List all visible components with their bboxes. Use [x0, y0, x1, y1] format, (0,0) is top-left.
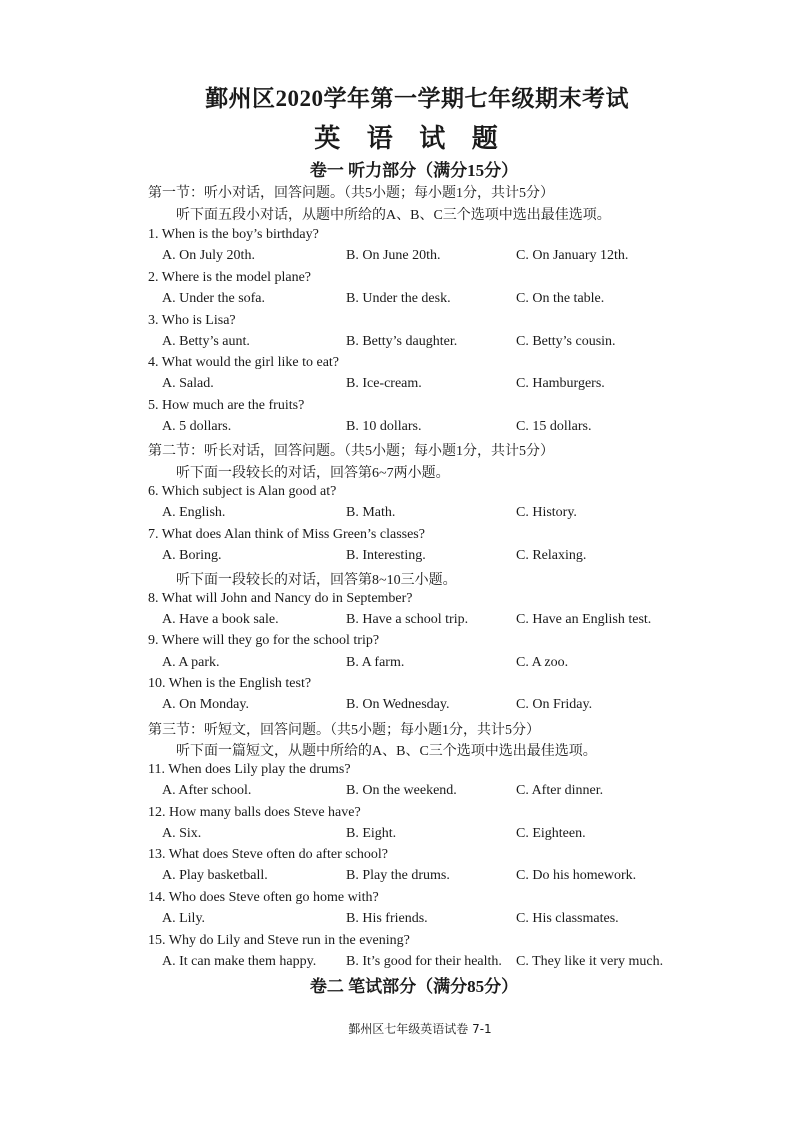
q14-option-c: C. His classmates. [516, 911, 619, 926]
question-8: 8. What will John and Nancy do in September? [148, 591, 413, 606]
q10-option-b: B. On Wednesday. [346, 697, 450, 712]
q8-option-a: A. Have a book sale. [162, 612, 279, 627]
q13-option-c: C. Do his homework. [516, 868, 637, 883]
q7-option-a: A. Boring. [162, 548, 222, 563]
q13-option-b: B. Play the drums. [346, 868, 450, 883]
question-6: 6. Which subject is Alan good at? [148, 484, 337, 499]
part1-title: 卷一 听力部分（满分15分） [309, 161, 519, 180]
question-2: 2. Where is the model plane? [148, 270, 312, 285]
q7-option-c: C. Relaxing. [516, 548, 587, 563]
q9-option-a: A. A park. [162, 655, 220, 670]
q9-option-c: C. A zoo. [516, 655, 569, 670]
q1-option-c: C. On January 12th. [516, 248, 629, 263]
section1-instruction: 听下面五段小对话，从题中所给的A、B、C三个选项中选出最佳选项。 [176, 208, 611, 223]
q3-option-c: C. Betty’s cousin. [516, 334, 616, 349]
q4-option-a: A. Salad. [162, 376, 214, 391]
q9-option-b: B. A farm. [346, 655, 405, 670]
section3-heading: 第三节：听短文，回答问题。（共5小题；每小题1分，共计5分） [148, 723, 540, 738]
q5-option-b: B. 10 dollars. [346, 419, 422, 434]
q14-option-a: A. Lily. [162, 911, 206, 926]
part2-title: 卷二 笔试部分（满分85分） [309, 977, 519, 996]
q4-option-c: C. Hamburgers. [516, 376, 605, 391]
q12-option-b: B. Eight. [346, 826, 397, 841]
q14-option-b: B. His friends. [346, 911, 428, 926]
section2-heading: 第二节：听长对话，回答问题。（共5小题；每小题1分，共计5分） [148, 444, 554, 459]
q1-option-b: B. On June 20th. [346, 248, 441, 263]
q10-option-c: C. On Friday. [516, 697, 593, 712]
q6-option-c: C. History. [516, 505, 577, 520]
q7-option-b: B. Interesting. [346, 548, 426, 563]
q6-option-b: B. Math. [346, 505, 396, 520]
q15-option-c: C. They like it very much. [516, 954, 664, 969]
question-9: 9. Where will they go for the school trip? [148, 633, 380, 648]
question-4: 4. What would the girl like to eat? [148, 355, 340, 370]
q5-option-a: A. 5 dollars. [162, 419, 232, 434]
question-5: 5. How much are the fruits? [148, 398, 305, 413]
exam-title: 鄞州区2020学年第一学期七年级期末考试 [205, 86, 629, 111]
question-10: 10. When is the English test? [148, 676, 312, 691]
question-7: 7. What does Alan think of Miss Green’s classes? [148, 527, 425, 542]
section3-instruction: 听下面一篇短文，从题中所给的A、B、C三个选项中选出最佳选项。 [176, 744, 597, 759]
question-13: 13. What does Steve often do after school? [148, 847, 389, 862]
q6-option-a: A. English. [162, 505, 226, 520]
q10-option-a: A. On Monday. [162, 697, 249, 712]
section1-heading: 第一节：听小对话，回答问题。（共5小题；每小题1分，共计5分） [148, 186, 554, 201]
question-15: 15. Why do Lily and Steve run in the evening? [148, 933, 410, 948]
q15-option-a: A. It can make them happy. [162, 954, 317, 969]
q12-option-c: C. Eighteen. [516, 826, 586, 841]
section2-instruction: 听下面一段较长的对话，回答第6~7两小题。 [176, 466, 450, 481]
q8-option-b: B. Have a school trip. [346, 612, 469, 627]
q1-option-a: A. On July 20th. [162, 248, 255, 263]
q13-option-a: A. Play basketball. [162, 868, 268, 883]
page-footer: 鄞州区七年级英语试卷 7-1 [348, 1022, 492, 1036]
q11-option-c: C. After dinner. [516, 783, 604, 798]
q5-option-c: C. 15 dollars. [516, 419, 592, 434]
q3-option-a: A. Betty’s aunt. [162, 334, 250, 349]
section2-instruction-2: 听下面一段较长的对话，回答第8~10三小题。 [176, 573, 457, 588]
q8-option-c: C. Have an English test. [516, 612, 652, 627]
q2-option-c: C. On the table. [516, 291, 605, 306]
q11-option-b: B. On the weekend. [346, 783, 457, 798]
question-11: 11. When does Lily play the drums? [148, 762, 351, 777]
q4-option-b: B. Ice-cream. [346, 376, 422, 391]
q15-option-b: B. It’s good for their health. [346, 954, 502, 969]
subject-title: 英 语 试 题 [314, 124, 508, 153]
q3-option-b: B. Betty’s daughter. [346, 334, 458, 349]
q2-option-b: B. Under the desk. [346, 291, 451, 306]
question-12: 12. How many balls does Steve have? [148, 805, 361, 820]
q11-option-a: A. After school. [162, 783, 252, 798]
question-1: 1. When is the boy’s birthday? [148, 227, 319, 242]
q12-option-a: A. Six. [162, 826, 202, 841]
question-3: 3. Who is Lisa? [148, 313, 236, 328]
q2-option-a: A. Under the sofa. [162, 291, 266, 306]
question-14: 14. Who does Steve often go home with? [148, 890, 379, 905]
